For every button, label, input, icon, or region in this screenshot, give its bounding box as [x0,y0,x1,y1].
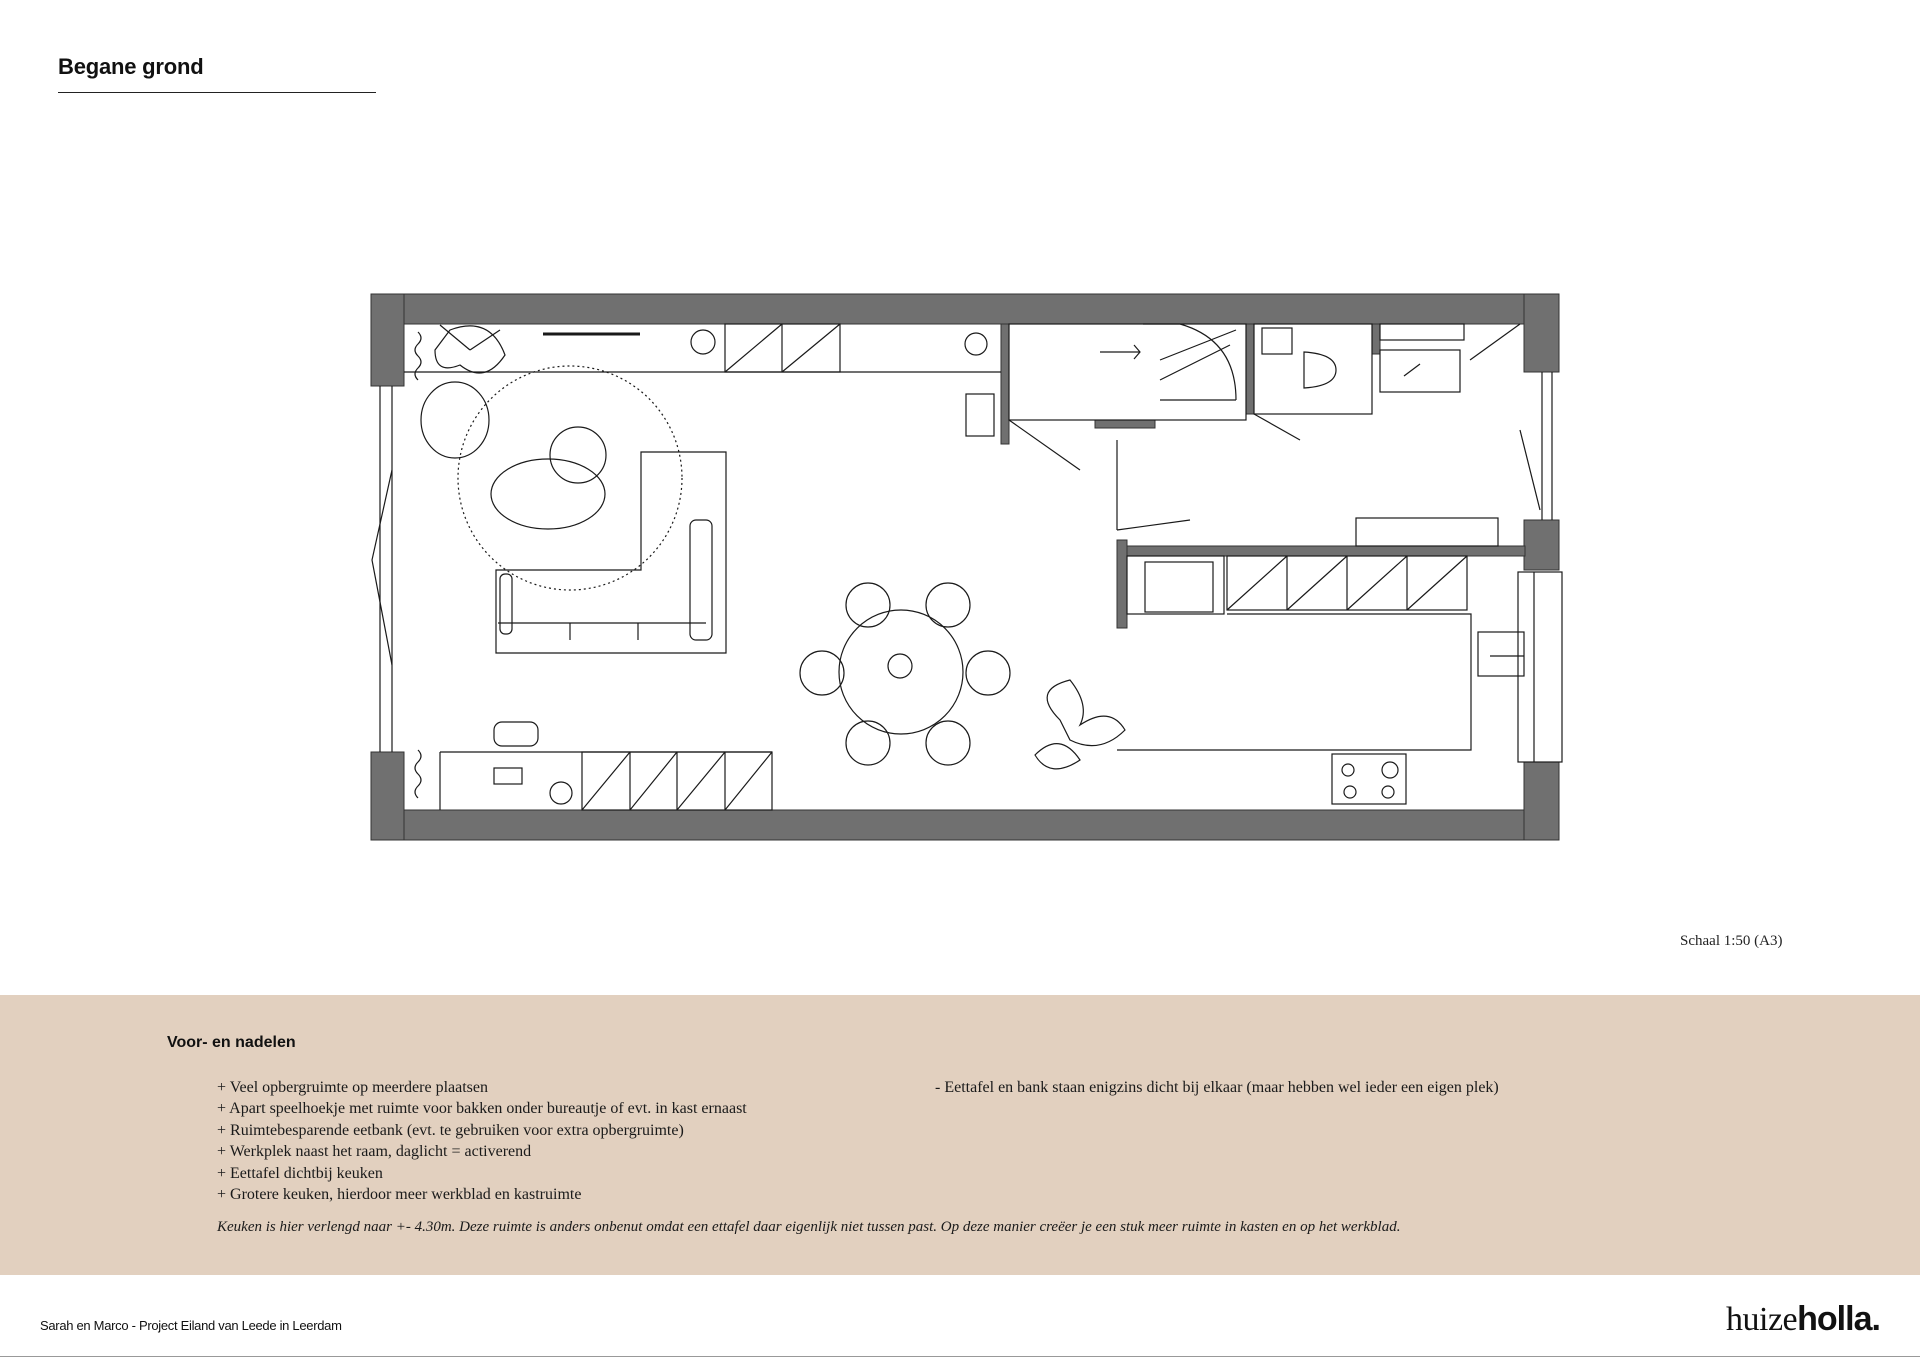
wall-left-top [371,294,404,386]
wall-wc-right [1372,324,1380,354]
footer-divider [0,1356,1920,1357]
outer-walls [371,294,1559,840]
pro-item: + Veel opbergruimte op meerdere plaatsen [217,1079,488,1096]
wall-utility-top [1117,546,1525,556]
wall-stair-bottom [1095,420,1155,428]
pro-item: + Werkplek naast het raam, daglicht = activerend [217,1143,532,1161]
pro-item: + Eettafel dichtbij keuken [217,1164,383,1182]
kitchen [1117,518,1524,804]
wall-bottom [371,810,1559,840]
wall-stair-left [1001,324,1009,444]
toilet-room [1254,324,1372,440]
utility-closet [1380,324,1520,392]
top-cabinets [404,324,1001,436]
pouf [550,427,606,483]
pro-item: + Ruimtebesparende eetbank (evt. te gebruiken voor extra opbergruimte) [217,1121,684,1139]
front-window [372,386,392,752]
brand-logo [1726,1300,1880,1339]
wall-top [371,294,1559,324]
project-name: Sarah en Marco - Project Eiland van Leede in Leerdam [40,1318,342,1333]
wall-stair-right [1246,324,1254,414]
radiator-bottom [415,750,421,798]
brand-bold: holla. [1797,1300,1880,1338]
scale-label: Schaal 1:50 (A3) [1680,933,1783,949]
cons-list [935,1077,1499,1098]
con-item: - Eettafel en bank staan enigzins dicht bij elkaar (maar hebben wel ieder een eigen plek) [935,1079,1499,1096]
brand-light: huize [1726,1301,1798,1338]
plant-bottom [1035,680,1125,769]
wall-right-top [1524,294,1559,372]
pro-item: + Apart speelhoekje met ruimte voor bakken onder bureautje of evt. in kast ernaast [217,1100,747,1118]
page-title: Begane grond [58,54,204,79]
plant-topleft [421,325,505,458]
coffee-table [491,459,605,529]
wall-utility-left [1117,540,1127,628]
round-rug [458,366,682,590]
dining-table [839,610,963,734]
wall-left-bottom [371,752,404,840]
kitchen-remark: Keuken is hier verlengd naar +- 4.30m. Deze ruimte is anders onbenut omdat een ettafel daar eigenlijk niet tussen past. Op deze manier creëer je een stuk meer ruimte in kasten en op het werkblad. [217,1219,1401,1235]
wall-right-bottom [1524,762,1559,840]
pros-list [217,1077,747,1205]
desk-and-cabinets [440,722,772,810]
notes-heading: Voor- en nadelen [167,1034,296,1051]
sofa [496,452,726,653]
radiator-top [415,332,421,380]
dining-set [800,583,1010,765]
wall-right-mid [1524,520,1559,570]
pro-item: + Grotere keuken, hierdoor meer werkblad en kastruimte [217,1186,582,1204]
